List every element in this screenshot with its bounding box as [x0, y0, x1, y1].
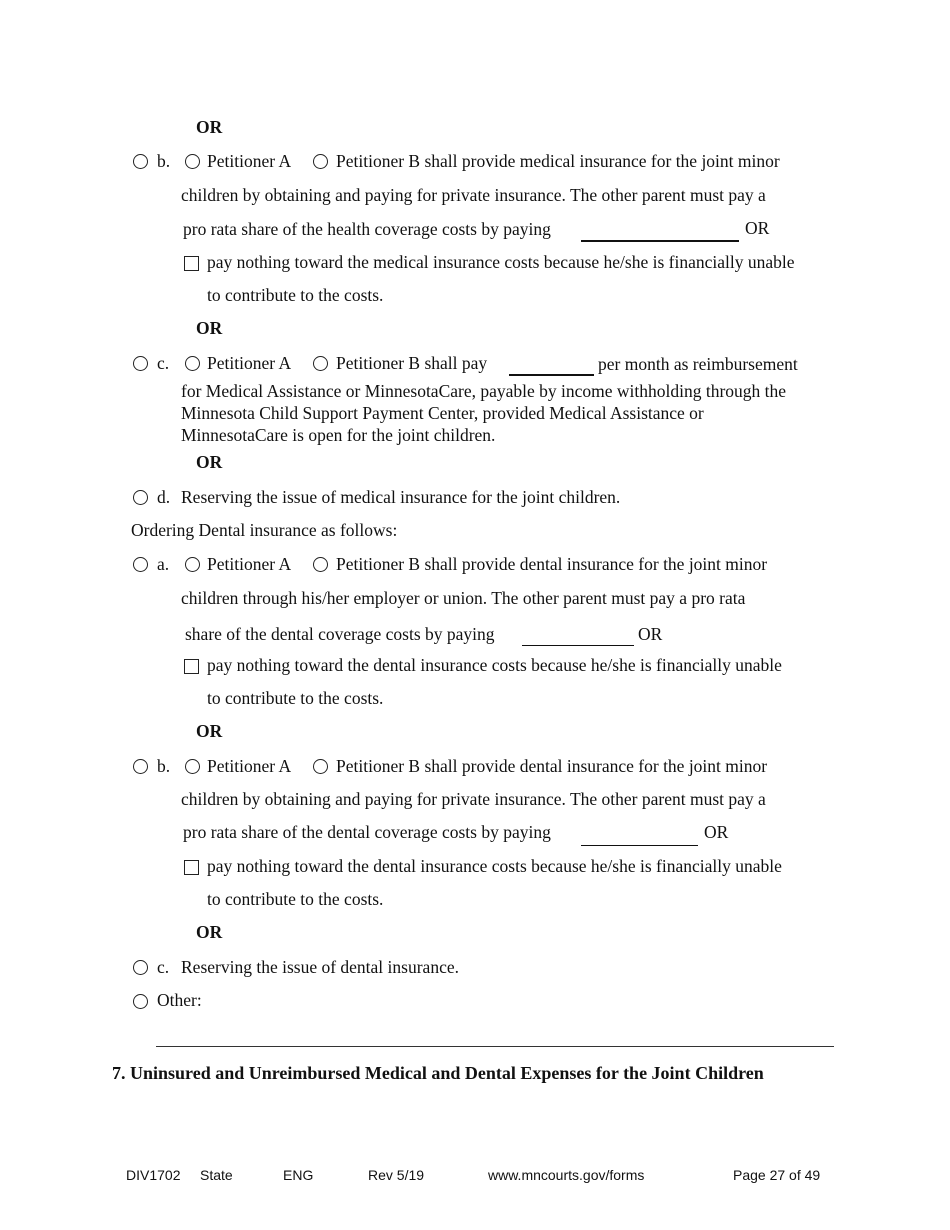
dental-b-pay-nothing-checkbox[interactable]	[184, 860, 199, 875]
medical-c-line4: MinnesotaCare is open for the joint children.	[181, 425, 496, 445]
or-separator: OR	[196, 117, 223, 137]
dental-a-petitioner-b-radio[interactable]	[313, 557, 328, 572]
dental-option-c-letter: c.	[157, 957, 170, 977]
medical-option-c-letter: c.	[157, 353, 170, 373]
dental-a-petitioner-a-radio[interactable]	[185, 557, 200, 572]
dental-a-amount-field[interactable]	[522, 629, 634, 646]
or-separator: OR	[196, 318, 223, 338]
or-separator: OR	[196, 452, 223, 472]
medical-c-petitioner-b-radio[interactable]	[313, 356, 328, 371]
footer-form-id: DIV1702	[126, 1167, 181, 1183]
or-separator: OR	[196, 922, 223, 942]
footer-url[interactable]: www.mncourts.gov/forms	[488, 1167, 645, 1183]
medical-c-line3: Minnesota Child Support Payment Center, provided Medical Assistance or	[181, 403, 704, 423]
dental-other-radio[interactable]	[133, 994, 148, 1009]
medical-c-petitioner-a-radio[interactable]	[185, 356, 200, 371]
dental-a-check-line1: pay nothing toward the dental insurance costs because he/she is financially unable	[207, 655, 782, 675]
medical-c-amount-field[interactable]	[509, 358, 594, 376]
medical-b-amount-field[interactable]	[581, 224, 739, 242]
medical-b-petitioner-a-radio[interactable]	[185, 154, 200, 169]
medical-b-line1: Petitioner B shall provide medical insurance for the joint minor	[336, 151, 780, 171]
medical-c-line2: for Medical Assistance or MinnesotaCare, payable by income withholding through the	[181, 381, 787, 401]
medical-b-line3: pro rata share of the health coverage costs by paying	[183, 219, 551, 239]
dental-option-c-radio[interactable]	[133, 960, 148, 975]
medical-b-petitioner-a-label: Petitioner A	[207, 151, 292, 171]
dental-a-line3: share of the dental coverage costs by paying	[185, 624, 495, 644]
footer-jurisdiction: State	[200, 1167, 233, 1183]
dental-a-pay-nothing-checkbox[interactable]	[184, 659, 199, 674]
dental-a-line1: Petitioner B shall provide dental insurance for the joint minor	[336, 554, 768, 574]
other-text-line[interactable]	[156, 1046, 834, 1047]
dental-a-or-inline: OR	[638, 624, 663, 644]
medical-b-check-line2: to contribute to the costs.	[207, 285, 384, 305]
dental-b-or-inline: OR	[704, 822, 729, 842]
medical-option-d-radio[interactable]	[133, 490, 148, 505]
dental-b-line3: pro rata share of the dental coverage costs by paying	[183, 822, 551, 842]
dental-option-a-letter: a.	[157, 554, 170, 574]
dental-a-petitioner-a-label: Petitioner A	[207, 554, 292, 574]
dental-option-b-letter: b.	[157, 756, 171, 776]
dental-b-petitioner-b-radio[interactable]	[313, 759, 328, 774]
medical-b-line2: children by obtaining and paying for private insurance. The other parent must pay a	[181, 185, 766, 205]
dental-option-a-radio[interactable]	[133, 557, 148, 572]
dental-c-text: Reserving the issue of dental insurance.	[181, 957, 459, 977]
dental-b-amount-field[interactable]	[581, 829, 698, 846]
medical-option-d-letter: d.	[157, 487, 171, 507]
medical-c-petitioner-a-label: Petitioner A	[207, 353, 292, 373]
medical-option-c-radio[interactable]	[133, 356, 148, 371]
dental-b-check-line1: pay nothing toward the dental insurance costs because he/she is financially unable	[207, 856, 782, 876]
dental-a-line2: children through his/her employer or union. The other parent must pay a pro rata	[181, 588, 746, 608]
dental-other-label: Other:	[157, 990, 202, 1010]
medical-c-line1-tail: per month as reimbursement	[598, 354, 798, 374]
medical-b-check-line1: pay nothing toward the medical insurance costs because he/she is financially unable	[207, 252, 795, 272]
medical-option-b-letter: b.	[157, 151, 171, 171]
section-7-heading: 7. Uninsured and Unreimbursed Medical and Dental Expenses for the Joint Children	[112, 1063, 764, 1083]
dental-b-petitioner-a-radio[interactable]	[185, 759, 200, 774]
medical-c-line1: Petitioner B shall pay	[336, 353, 488, 373]
medical-d-text: Reserving the issue of medical insurance for the joint children.	[181, 487, 621, 507]
dental-option-b-radio[interactable]	[133, 759, 148, 774]
medical-b-or-inline: OR	[745, 218, 770, 238]
medical-b-petitioner-b-radio[interactable]	[313, 154, 328, 169]
medical-b-pay-nothing-checkbox[interactable]	[184, 256, 199, 271]
dental-b-line2: children by obtaining and paying for private insurance. The other parent must pay a	[181, 789, 766, 809]
or-separator: OR	[196, 721, 223, 741]
dental-b-line1: Petitioner B shall provide dental insurance for the joint minor	[336, 756, 768, 776]
medical-option-b-radio[interactable]	[133, 154, 148, 169]
dental-b-check-line2: to contribute to the costs.	[207, 889, 384, 909]
dental-b-petitioner-a-label: Petitioner A	[207, 756, 292, 776]
dental-a-check-line2: to contribute to the costs.	[207, 688, 384, 708]
footer-revision: Rev 5/19	[368, 1167, 425, 1183]
dental-heading: Ordering Dental insurance as follows:	[131, 520, 398, 540]
footer-language: ENG	[283, 1167, 314, 1183]
footer-page-number: Page 27 of 49	[733, 1167, 821, 1183]
